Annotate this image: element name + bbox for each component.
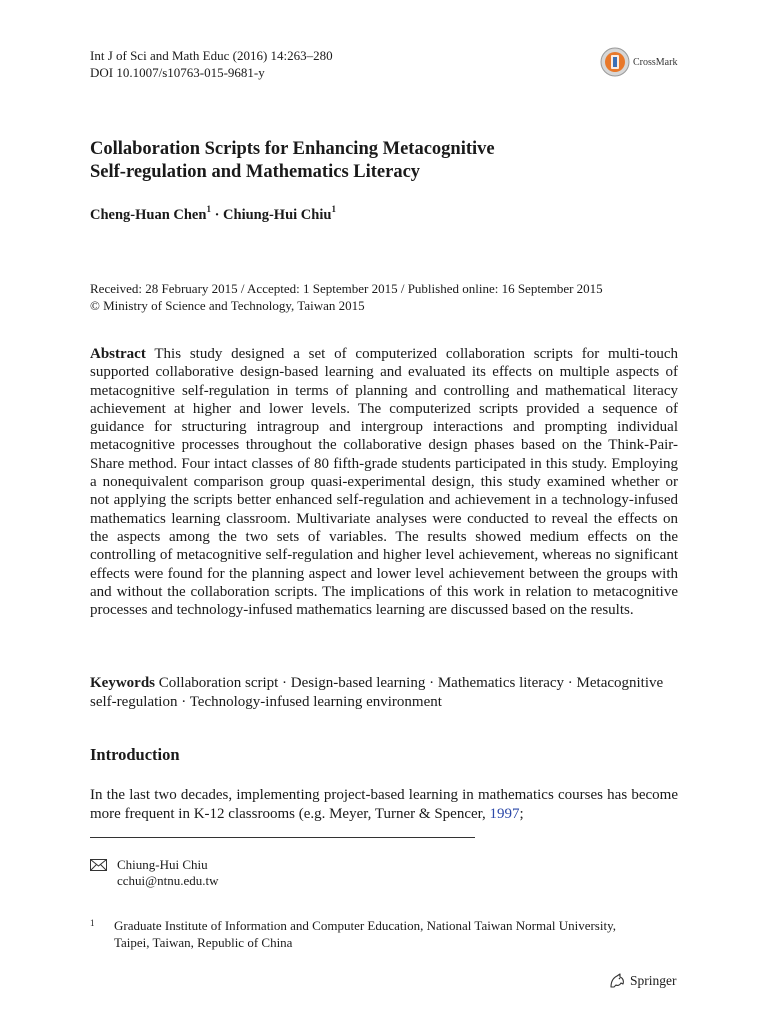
keywords-text: Collaboration script · Design-based learning · Mathematics literacy · Metacognitive self-regulation · Technology-infused learning environment — [90, 675, 664, 710]
author-name[interactable]: Chiung-Hui Chiu — [223, 207, 332, 223]
affiliation-line-1: Graduate Institute of Information and Computer Education, National Taiwan Normal University, — [114, 918, 616, 933]
affiliation-marker: 1 — [206, 204, 211, 214]
introduction-text: In the last two decades, implementing project-based learning in mathematics courses has become more frequent in K-12 classrooms (e.g. Meyer, Turner & Spencer, — [90, 787, 678, 822]
publisher-logo — [608, 973, 677, 989]
crossmark-icon — [600, 47, 630, 77]
title-line-1: Collaboration Scripts for Enhancing Metacognitive — [90, 139, 495, 159]
abstract-label: Abstract — [90, 346, 146, 362]
footnote-divider — [90, 837, 475, 838]
author-list — [90, 204, 336, 224]
affiliation-marker: 1 — [331, 204, 336, 214]
journal-citation: Int J of Sci and Math Educ (2016) 14:263–280 — [90, 48, 333, 63]
envelope-icon — [90, 859, 107, 871]
citation-link[interactable]: 1997 — [489, 806, 520, 822]
author-name[interactable]: Cheng-Huan Chen — [90, 207, 207, 223]
author-separator: · — [210, 207, 224, 223]
keywords-label: Keywords — [90, 675, 155, 691]
copyright-line: © Ministry of Science and Technology, Taiwan 2015 — [90, 298, 365, 313]
publication-history — [90, 280, 603, 314]
affiliation-number: 1 — [90, 918, 95, 928]
springer-horse-icon — [608, 973, 626, 989]
introduction-paragraph — [90, 786, 678, 824]
dates-line: Received: 28 February 2015 / Accepted: 1 September 2015 / Published online: 16 September 2015 — [90, 281, 603, 296]
journal-header — [90, 47, 333, 81]
section-heading-introduction: Introduction — [90, 745, 180, 764]
publisher-name: Springer — [630, 973, 677, 988]
article-title — [90, 138, 690, 184]
crossmark-label: CrossMark — [633, 56, 678, 68]
keywords — [90, 674, 678, 712]
affiliation-line-2: Taipei, Taiwan, Republic of China — [114, 935, 293, 950]
title-line-2: Self-regulation and Mathematics Literacy — [90, 162, 421, 182]
corresponding-name: Chiung-Hui Chiu — [117, 857, 208, 872]
corresponding-email[interactable]: cchui@ntnu.edu.tw — [117, 873, 219, 888]
abstract — [90, 345, 678, 619]
corresponding-author — [90, 857, 219, 889]
crossmark-badge[interactable] — [600, 47, 677, 77]
doi[interactable]: DOI 10.1007/s10763-015-9681-y — [90, 65, 265, 80]
abstract-text: This study designed a set of computerized collaboration scripts for multi-touch supported collaborative design-based learning and evaluated its effects on multiple aspects of metacognitive self-regulation in terms of planning and controlling and mathematical literacy achievement at higher and lower levels. The computerized scripts provided a sequence of guidance for structuring intragroup and intergroup interactions and prompting individual metacognitive processes throughout the collaborative design phases based on the Think-Pair-Share method. Four intact classes of 80 fifth-grade students participated in this study. Employing a nonequivalent comparison group quasi-experimental design, this study examined whether or not applying the scripts better enhanced self-regulation and achievement in a technology-infused mathematics learning classroom. Multivariate analyses were conducted to reveal the effects on the aspects among the two sets of variables. The results showed medium effects on the controlling of metacognitive self-regulation and higher level achievement, whereas no significant effects were found for the planning aspect and lower level achievement between the groups with and without the collaboration scripts. The implications of this work in relation to metacognitive processes and technology-infused mathematics learning are discussed based on the results. — [90, 346, 679, 619]
affiliation-footnote — [90, 917, 616, 951]
introduction-text-end: ; — [519, 806, 524, 822]
